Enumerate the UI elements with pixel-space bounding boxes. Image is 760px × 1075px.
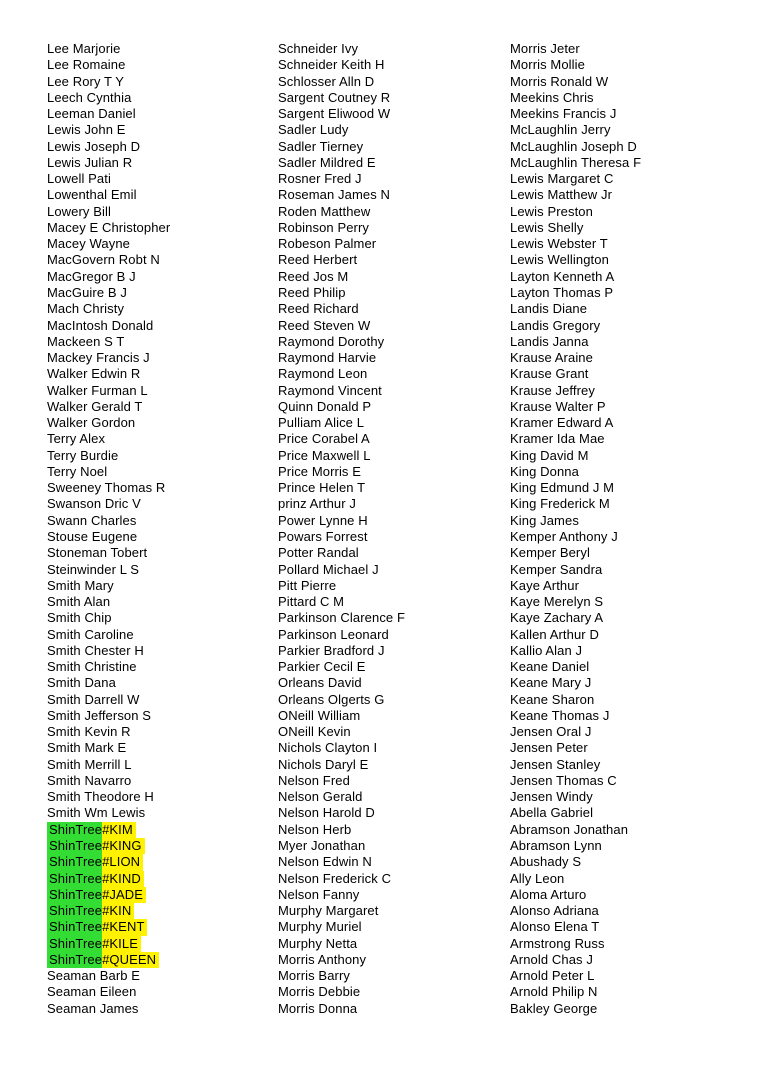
list-item: Kramer Edward A xyxy=(510,415,614,431)
list-item: Sargent Coutney R xyxy=(278,89,391,105)
list-item: King Donna xyxy=(510,463,579,479)
highlight-yellow-text: #KING xyxy=(102,838,145,854)
highlight-green-text: ShinTree xyxy=(49,886,103,902)
list-item: Smith Wm Lewis xyxy=(47,805,146,821)
list-item xyxy=(47,936,278,952)
list-item: Pittard C M xyxy=(278,594,345,610)
list-item: Nichols Clayton I xyxy=(278,740,378,756)
list-item: Smith Mary xyxy=(47,577,114,593)
list-item: Lewis Matthew Jr xyxy=(510,187,613,203)
list-item: McLaughlin Theresa F xyxy=(510,154,642,170)
list-item: Lewis Webster T xyxy=(510,236,608,252)
list-item: MacIntosh Donald xyxy=(47,317,154,333)
list-item: Price Corabel A xyxy=(278,431,370,447)
list-item: Lewis Julian R xyxy=(47,154,133,170)
list-item: Pitt Pierre xyxy=(278,577,337,593)
list-item: Raymond Leon xyxy=(278,366,368,382)
list-item: Power Lynne H xyxy=(278,512,368,528)
list-item: Parkinson Leonard xyxy=(278,626,389,642)
list-item xyxy=(47,903,278,919)
list-item: Arnold Philip N xyxy=(510,984,598,1000)
list-item: Leeman Daniel xyxy=(47,106,136,122)
list-item: Layton Kenneth A xyxy=(510,268,615,284)
list-item: Morris Mollie xyxy=(510,57,585,73)
list-item: Parkier Cecil E xyxy=(278,659,366,675)
list-item: Nelson Herb xyxy=(278,821,352,837)
list-item: Morris Ronald W xyxy=(510,73,609,89)
list-item: Smith Chester H xyxy=(47,642,144,658)
list-item: Landis Janna xyxy=(510,333,589,349)
list-item: King Edmund J M xyxy=(510,480,615,496)
list-item: Krause Grant xyxy=(510,366,589,382)
list-item: Smith Darrell W xyxy=(47,691,140,707)
list-item: Morris Anthony xyxy=(278,951,367,967)
list-item: Armstrong Russ xyxy=(510,935,605,951)
list-item: Aloma Arturo xyxy=(510,886,587,902)
list-item: Morris Donna xyxy=(278,1000,358,1016)
list-item: Lowenthal Emil xyxy=(47,187,137,203)
list-item: Ally Leon xyxy=(510,870,565,886)
highlight-yellow-text: #KIN xyxy=(102,903,134,919)
list-item: Swanson Dric V xyxy=(47,496,141,512)
list-item: Arnold Peter L xyxy=(510,968,595,984)
list-item: Smith Merrill L xyxy=(47,756,132,772)
list-item: Abushady S xyxy=(510,854,582,870)
list-item: Robinson Perry xyxy=(278,219,369,235)
list-item: Bakley George xyxy=(510,1000,598,1016)
highlight-yellow-text: #LION xyxy=(102,854,143,870)
list-item xyxy=(47,952,278,968)
list-item: Abramson Jonathan xyxy=(510,821,629,837)
list-item: Lee Romaine xyxy=(47,57,126,73)
list-item: Kaye Merelyn S xyxy=(510,594,604,610)
list-item: Layton Thomas P xyxy=(510,284,614,300)
list-item: MacGovern Robt N xyxy=(47,252,160,268)
list-item: Roden Matthew xyxy=(278,203,371,219)
highlight-yellow-text: #KIND xyxy=(102,871,144,887)
list-item: Reed Steven W xyxy=(278,317,371,333)
list-item: King David M xyxy=(510,447,589,463)
name-column-2 xyxy=(278,41,510,1017)
list-item: Smith Navarro xyxy=(47,772,132,788)
list-item: Smith Dana xyxy=(47,675,116,691)
list-item: Stoneman Tobert xyxy=(47,545,148,561)
list-item: Jensen Oral J xyxy=(510,724,592,740)
list-item: Reed Herbert xyxy=(278,252,358,268)
list-item: Sadler Mildred E xyxy=(278,154,376,170)
list-item: Keane Thomas J xyxy=(510,707,610,723)
list-item: Smith Chip xyxy=(47,610,112,626)
list-item: Murphy Muriel xyxy=(278,919,362,935)
list-item: Seaman Barb E xyxy=(47,968,141,984)
list-item: Lewis Wellington xyxy=(510,252,609,268)
list-item: Macey Wayne xyxy=(47,236,130,252)
list-item: Krause Araine xyxy=(510,350,593,366)
list-item: Lee Marjorie xyxy=(47,41,121,56)
list-item: Smith Christine xyxy=(47,659,137,675)
list-item: Keane Sharon xyxy=(510,691,595,707)
name-columns xyxy=(47,41,740,1017)
list-item: prinz Arthur J xyxy=(278,496,356,512)
list-item: Quinn Donald P xyxy=(278,398,372,414)
highlight-yellow-text: #KIM xyxy=(102,822,136,838)
list-item: Kaye Zachary A xyxy=(510,610,604,626)
list-item: Kaye Arthur xyxy=(510,577,580,593)
list-item: Potter Randal xyxy=(278,545,359,561)
list-item: McLaughlin Joseph D xyxy=(510,138,637,154)
highlight-green-text: ShinTree xyxy=(49,870,103,886)
list-item: Krause Walter P xyxy=(510,398,606,414)
list-item: Abramson Lynn xyxy=(510,838,602,854)
list-item: Macey E Christopher xyxy=(47,219,171,235)
list-item: Landis Diane xyxy=(510,301,588,317)
list-item: Steinwinder L S xyxy=(47,561,140,577)
list-item: Mackeen S T xyxy=(47,333,125,349)
list-item: Lewis Preston xyxy=(510,203,593,219)
list-item: Nelson Frederick C xyxy=(278,870,392,886)
list-item: ONeill Kevin xyxy=(278,724,351,740)
highlight-green-text: ShinTree xyxy=(49,854,103,870)
list-item xyxy=(47,822,278,838)
list-item: Morris Barry xyxy=(278,968,350,984)
list-item: Orleans Olgerts G xyxy=(278,691,385,707)
list-item: Rosner Fred J xyxy=(278,171,362,187)
list-item: Alonso Adriana xyxy=(510,903,599,919)
list-item: ONeill William xyxy=(278,707,361,723)
list-item: Abella Gabriel xyxy=(510,805,594,821)
list-item: MacGregor B J xyxy=(47,268,136,284)
list-item: King James xyxy=(510,512,579,528)
highlight-yellow-text: #QUEEN xyxy=(102,952,159,968)
name-column-1 xyxy=(47,41,278,1017)
list-item: Stouse Eugene xyxy=(47,528,138,544)
list-item xyxy=(47,871,278,887)
list-item: Nelson Fanny xyxy=(278,886,360,902)
list-item: Kallen Arthur D xyxy=(510,626,599,642)
list-item: Smith Caroline xyxy=(47,626,134,642)
list-item: Landis Gregory xyxy=(510,317,601,333)
highlight-green-text: ShinTree xyxy=(49,919,103,935)
list-item: Leech Cynthia xyxy=(47,89,132,105)
list-item: Jensen Thomas C xyxy=(510,772,617,788)
list-item: Schlosser Alln D xyxy=(278,73,375,89)
list-item: Keane Daniel xyxy=(510,659,590,675)
highlight-yellow-text: #KILE xyxy=(102,936,141,952)
list-item: Schneider Keith H xyxy=(278,57,385,73)
list-item: Robeson Palmer xyxy=(278,236,377,252)
list-item: Lee Rory T Y xyxy=(47,73,125,89)
list-item: Mackey Francis J xyxy=(47,350,150,366)
list-item: Price Morris E xyxy=(278,463,362,479)
list-item: Reed Richard xyxy=(278,301,359,317)
list-item: Smith Jefferson S xyxy=(47,707,152,723)
list-item: Jensen Windy xyxy=(510,789,593,805)
list-item: Nelson Gerald xyxy=(278,789,363,805)
list-item: Smith Alan xyxy=(47,594,111,610)
list-item: Kramer Ida Mae xyxy=(510,431,605,447)
list-item: Pulliam Alice L xyxy=(278,415,365,431)
list-item xyxy=(47,919,278,935)
list-item: Roseman James N xyxy=(278,187,391,203)
list-item: Raymond Harvie xyxy=(278,350,377,366)
list-item: Reed Jos M xyxy=(278,268,349,284)
list-item xyxy=(47,854,278,870)
list-item: Murphy Netta xyxy=(278,935,358,951)
list-item: Prince Helen T xyxy=(278,480,366,496)
list-item: Parkinson Clarence F xyxy=(278,610,405,626)
list-item: Lowery Bill xyxy=(47,203,111,219)
list-item: Walker Furman L xyxy=(47,382,148,398)
list-item: Kemper Sandra xyxy=(510,561,603,577)
list-item: Kemper Anthony J xyxy=(510,528,618,544)
list-item: Sweeney Thomas R xyxy=(47,480,166,496)
list-item: Schneider Ivy xyxy=(278,41,359,56)
list-item: Jensen Peter xyxy=(510,740,588,756)
highlight-green-text: ShinTree xyxy=(49,951,103,967)
list-item: Kemper Beryl xyxy=(510,545,590,561)
list-item: Nelson Edwin N xyxy=(278,854,372,870)
list-item: Krause Jeffrey xyxy=(510,382,595,398)
list-item: Nelson Fred xyxy=(278,772,350,788)
list-item: Terry Noel xyxy=(47,463,108,479)
list-item: Kallio Alan J xyxy=(510,642,583,658)
list-item: Smith Kevin R xyxy=(47,724,131,740)
list-item: Raymond Vincent xyxy=(278,382,382,398)
name-column-3 xyxy=(510,41,740,1017)
list-item: McLaughlin Jerry xyxy=(510,122,611,138)
list-item: Walker Gerald T xyxy=(47,398,143,414)
list-item: Lowell Pati xyxy=(47,171,111,187)
list-item: Seaman James xyxy=(47,1000,139,1016)
list-item: Meekins Francis J xyxy=(510,106,617,122)
list-item: Orleans David xyxy=(278,675,362,691)
list-item: Morris Jeter xyxy=(510,41,580,56)
list-item: Terry Alex xyxy=(47,431,106,447)
list-item: Walker Gordon xyxy=(47,415,136,431)
list-item: Meekins Chris xyxy=(510,89,594,105)
list-item: Nelson Harold D xyxy=(278,805,375,821)
list-item: Sadler Tierney xyxy=(278,138,364,154)
list-item: Jensen Stanley xyxy=(510,756,601,772)
highlight-yellow-text: #JADE xyxy=(102,887,146,903)
list-item: Walker Edwin R xyxy=(47,366,141,382)
list-item: Price Maxwell L xyxy=(278,447,371,463)
list-item: Lewis Joseph D xyxy=(47,138,141,154)
list-item: Parkier Bradford J xyxy=(278,642,385,658)
list-item: Raymond Dorothy xyxy=(278,333,385,349)
list-item: Myer Jonathan xyxy=(278,838,366,854)
list-item: Lewis Shelly xyxy=(510,219,584,235)
highlight-yellow-text: #KENT xyxy=(102,919,147,935)
list-item: Lewis Margaret C xyxy=(510,171,614,187)
list-item: Swann Charles xyxy=(47,512,137,528)
list-item: Nichols Daryl E xyxy=(278,756,369,772)
list-item: Sadler Ludy xyxy=(278,122,349,138)
list-item: King Frederick M xyxy=(510,496,610,512)
list-item: Smith Theodore H xyxy=(47,789,154,805)
list-item: Terry Burdie xyxy=(47,447,119,463)
list-item: Keane Mary J xyxy=(510,675,592,691)
highlight-green-text: ShinTree xyxy=(49,821,103,837)
highlight-green-text: ShinTree xyxy=(49,935,103,951)
list-item: Powars Forrest xyxy=(278,528,368,544)
list-item: Reed Philip xyxy=(278,284,346,300)
list-item: Arnold Chas J xyxy=(510,951,593,967)
highlight-green-text: ShinTree xyxy=(49,838,103,854)
list-item: Sargent Eliwood W xyxy=(278,106,391,122)
list-item: Smith Mark E xyxy=(47,740,127,756)
list-item: Pollard Michael J xyxy=(278,561,379,577)
highlight-green-text: ShinTree xyxy=(49,903,103,919)
list-item: Lewis John E xyxy=(47,122,126,138)
list-item: Morris Debbie xyxy=(278,984,361,1000)
list-item: Alonso Elena T xyxy=(510,919,600,935)
list-item: Murphy Margaret xyxy=(278,903,379,919)
list-item: MacGuire B J xyxy=(47,284,127,300)
list-item: Mach Christy xyxy=(47,301,125,317)
list-item: Seaman Eileen xyxy=(47,984,137,1000)
list-item xyxy=(47,887,278,903)
list-item xyxy=(47,838,278,854)
